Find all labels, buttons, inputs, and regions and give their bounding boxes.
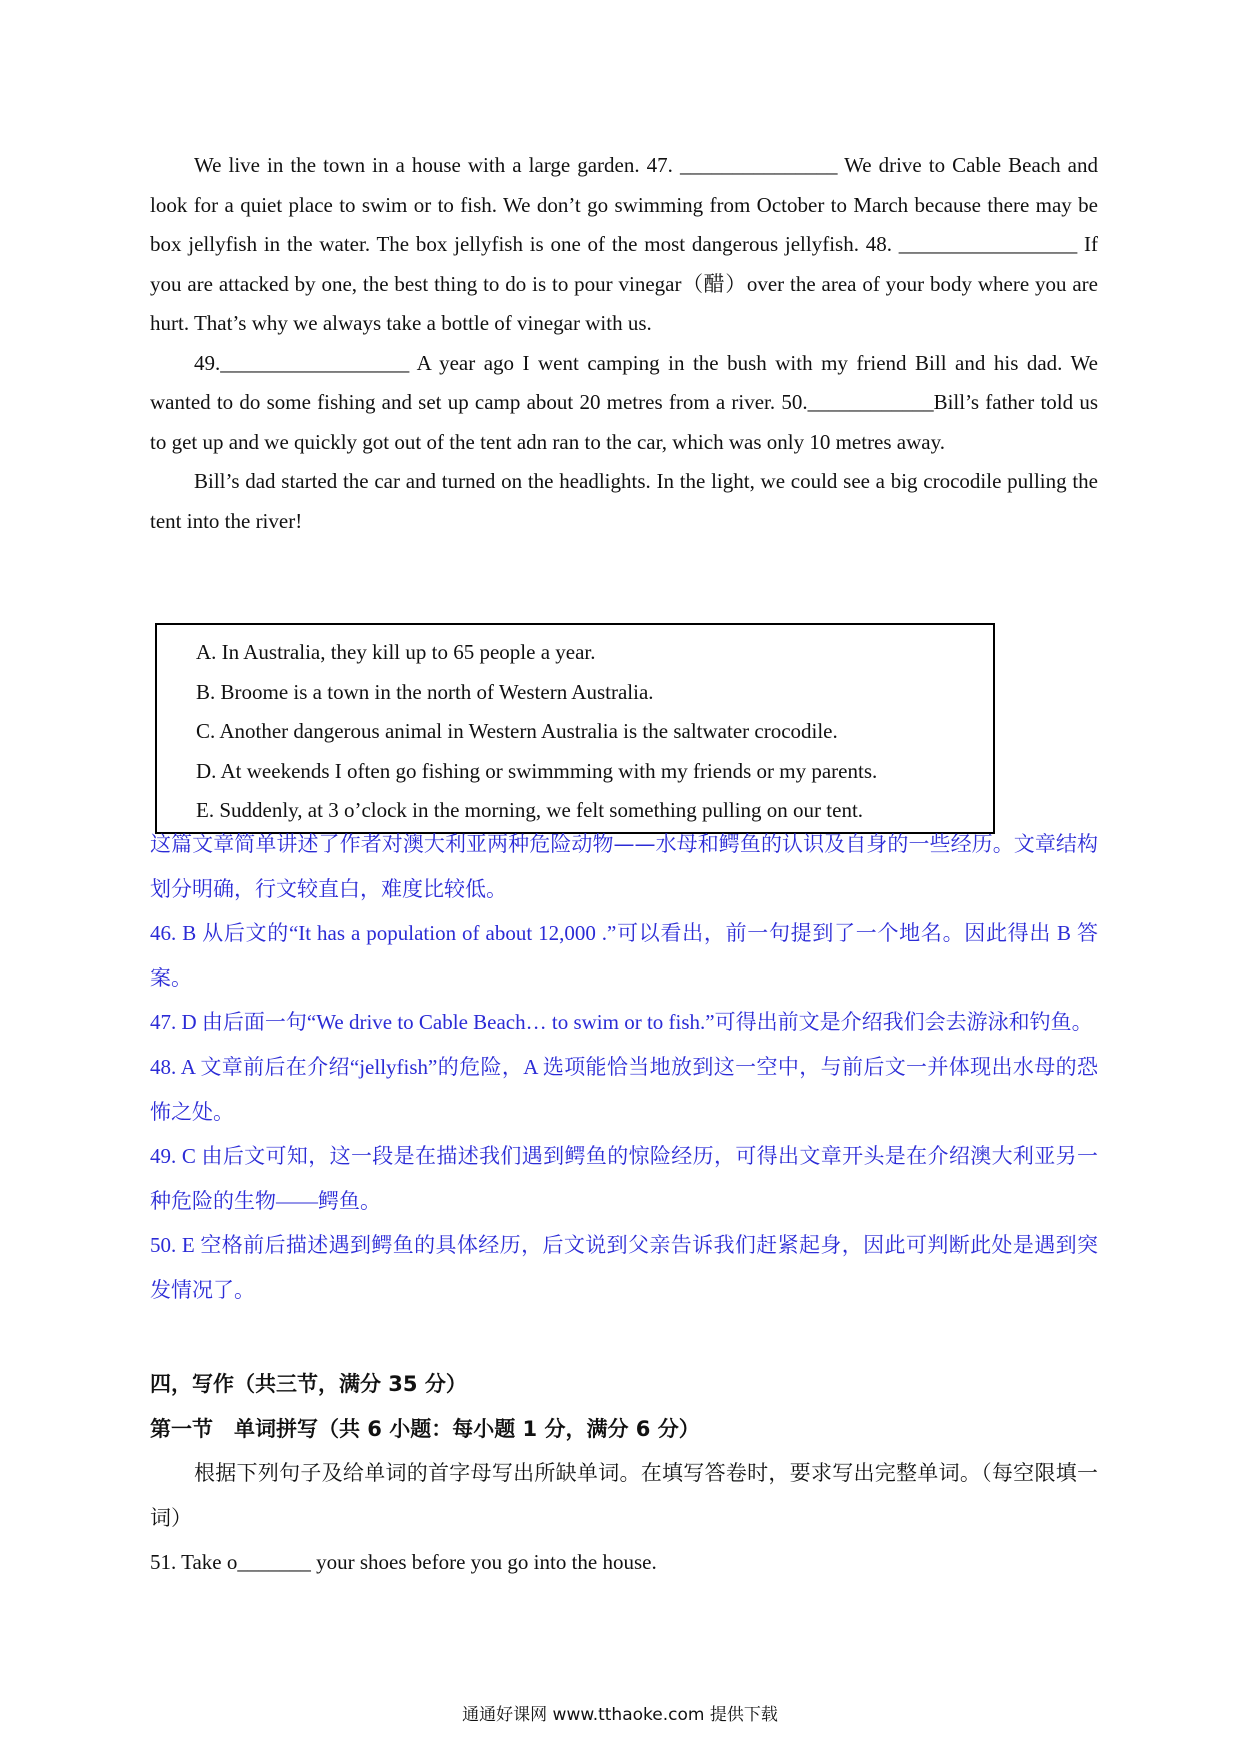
answer-46: 46. B 从后文的“It has a population of about 12,000 .”可以看出，前一句提到了一个地名。因此得出 B 答案。 — [150, 921, 1098, 990]
options-box — [155, 623, 995, 834]
passage-paragraph-2: 49.__________________ A year ago I went camping in the bush with my friend Bill and his dad. We wanted to do some fishing and set up camp about 20 metres from a river. 50.____________Bill’s father told us to get up and we quickly got out of the tent adn ran to the car, which was only 10 metres away. — [150, 350, 1098, 454]
section-title: 四，写作（共三节，满分 35 分） — [150, 1372, 467, 1396]
option-c: C. Another dangerous animal in Western Australia is the saltwater crocodile. — [196, 719, 838, 743]
part-title: 第一节 单词拼写（共 6 小题：每小题 1 分，满分 6 分） — [150, 1416, 700, 1441]
answer-50: 50. E 空格前后描述遇到鳄鱼的具体经历，后文说到父亲告诉我们赶紧起身，因此可判断此处是遇到突发情况了。 — [150, 1233, 1098, 1302]
passage-paragraph-3: Bill’s dad started the car and turned on the headlights. In the light, we could see a big crocodile pulling the tent into the river! — [150, 469, 1098, 533]
question-51: 51. Take o_______ your shoes before you go into the house. — [150, 1550, 657, 1575]
analysis-summary: 这篇文章简单讲述了作者对澳大利亚两种危险动物——水母和鳄鱼的认识及自身的一些经历。文章结构划分明确，行文较直白，难度比较低。 — [150, 832, 1098, 901]
answer-48: 48. A 文章前后在介绍“jellyfish”的危险，A 选项能恰当地放到这一空中，与前后文一并体现出水母的恐怖之处。 — [150, 1054, 1098, 1124]
answer-analysis — [150, 822, 1098, 1313]
reading-passage — [150, 146, 1098, 541]
option-b: B. Broome is a town in the north of Western Australia. — [196, 679, 654, 704]
answer-49: 49. C 由后文可知，这一段是在描述我们遇到鳄鱼的惊险经历，可得出文章开头是在介绍澳大利亚另一种危险的生物——鳄鱼。 — [150, 1144, 1098, 1213]
option-e: E. Suddenly, at 3 o’clock in the morning, we felt something pulling on our tent. — [196, 798, 864, 822]
writing-section — [150, 1362, 1098, 1585]
option-a: A. In Australia, they kill up to 65 people a year. — [196, 640, 596, 664]
option-d: D. At weekends I often go fishing or swimmming with my friends or my parents. — [196, 758, 878, 783]
passage-paragraph-1: We live in the town in a house with a large garden. 47. _______________ We drive to Cable Beach and look for a quiet place to swim or to fish. We don’t go swimming from October to March because there may be box jellyfish in the water. The box jellyfish is one of the most dangerous jellyfish. 48. _________________ If you are attacked by one, the best thing to do is to pour vinegar（醋）over the area of your body where you are hurt. That’s why we always take a bottle of vinegar with us. — [150, 153, 1098, 335]
page-footer: 通通好课网 www.tthaoke.com 提供下载 — [462, 1705, 778, 1725]
answer-47: 47. D 由后面一句“We drive to Cable Beach… to swim or to fish.”可得出前文是介绍我们会去游泳和钓鱼。 — [150, 1010, 1093, 1035]
instruction: 根据下列句子及给单词的首字母写出所缺单词。在填写答卷时，要求写出完整单词。（每空限填一词） — [150, 1461, 1098, 1530]
